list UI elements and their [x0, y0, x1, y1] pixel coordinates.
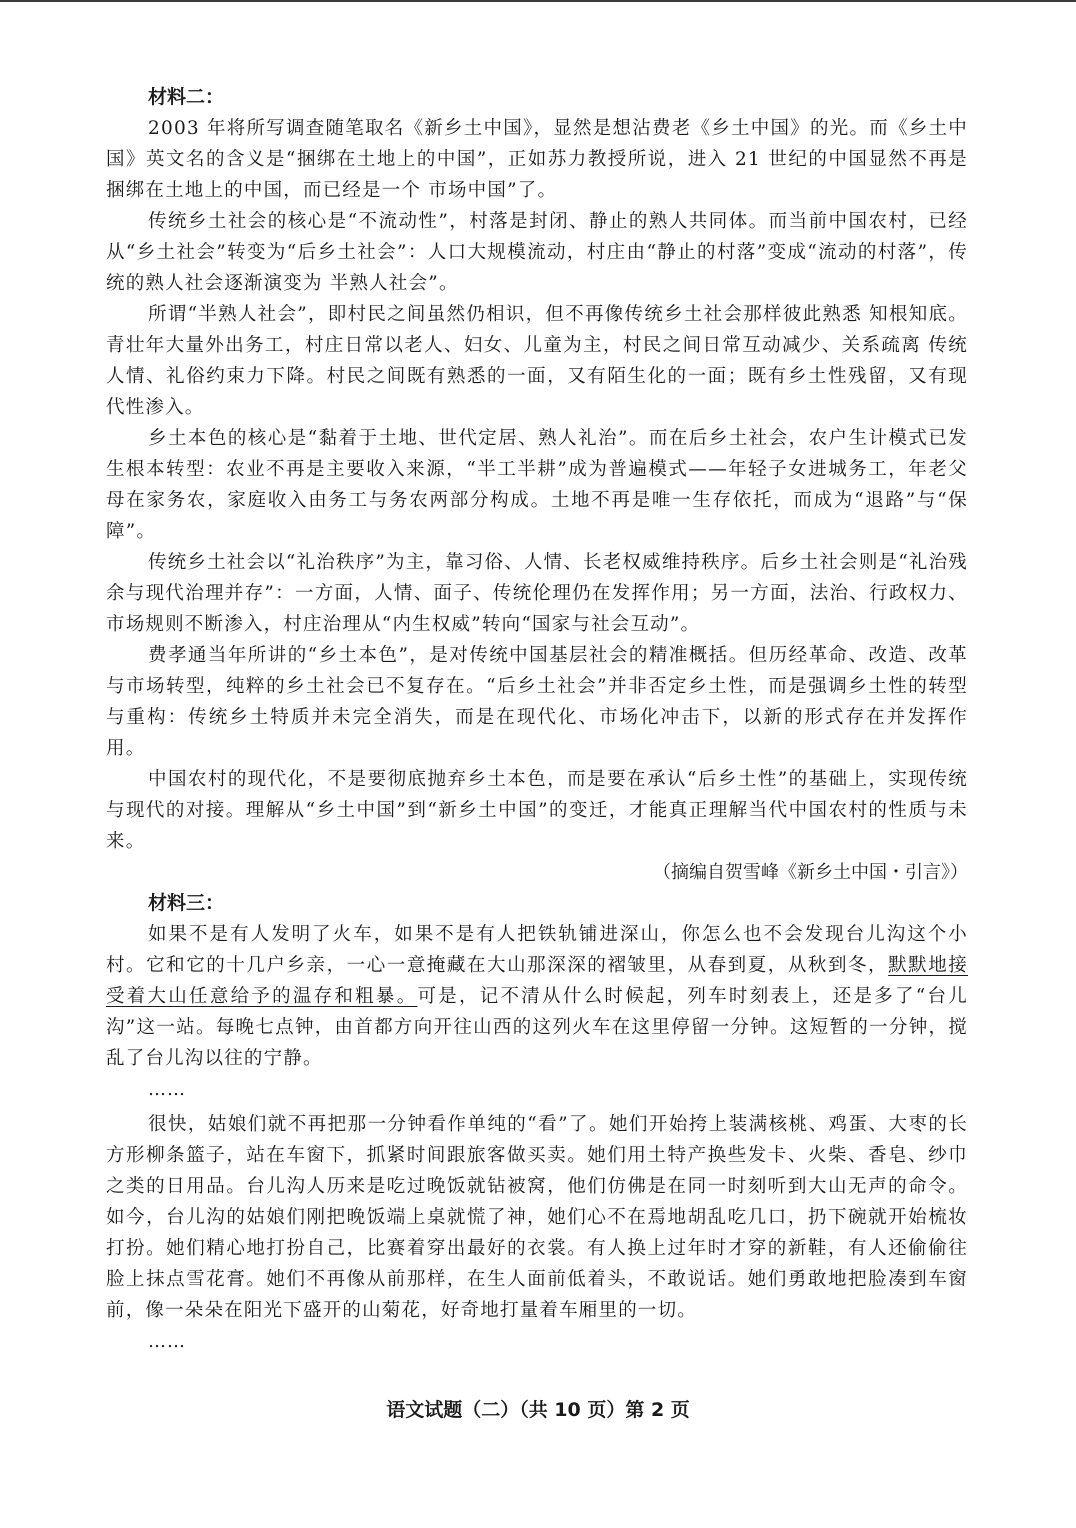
material-three-underlined-sentence: 默默地接受着大山任意给予的温存和粗暴。	[106, 955, 968, 1007]
material-two-heading: 材料二：	[148, 86, 225, 108]
material-three-paragraph-1	[106, 919, 968, 1074]
material-three-p1-text-b: 可是，记不清从什么时候起，列车时刻表上，还是多了“台儿沟”这一站。每晚七点钟，由首都方向开往山西的这列火车在这里停留一分钟。这短暂的一分钟，搅乱了台儿沟以往的宁静。	[106, 986, 968, 1069]
material-two-paragraph-3: 所谓“半熟人社会”，即村民之间虽然仍相识，但不再像传统乡土社会那样彼此熟悉 知根知底。青壮年大量外出务工，村庄日常以老人、妇女、儿童为主，村民之间日常互动减少、关系疏离 传统人情、礼俗约束力下降。村民之间既有熟悉的一面，又有陌生化的一面；既有乡土性残留，又有现代性渗入。	[106, 304, 968, 418]
material-three-heading: 材料三：	[148, 892, 225, 914]
material-three-paragraph-2: 很快，姑娘们就不再把那一分钟看作单纯的“看”了。她们开始挎上装满核桃、鸡蛋、大枣的长方形柳条篮子，站在车窗下，抓紧时间跟旅客做买卖。她们用土特产换些发卡、火柴、香皂、纱巾之类的日用品。台儿沟人历来是吃过晚饭就钻被窝，他们仿佛是在同一时刻听到大山无声的命令。如今，台儿沟的姑娘们刚把晚饭端上桌就慌了神，她们心不在焉地胡乱吃几口，扔下碗就开始梳妆打扮。她们精心地打扮自己，比赛着穿出最好的衣裳。有人换上过年时才穿的新鞋，有人还偷偷往脸上抹点雪花膏。她们不再像从前那样，在生人面前低着头，不敢说话。她们勇敢地把脸凑到车窗前，像一朵朵在阳光下盛开的山菊花，好奇地打量着车厢里的一切。	[106, 1114, 968, 1321]
material-two-source-citation: （摘编自贺雪峰《新乡土中国・引言》）	[653, 862, 968, 883]
material-two-paragraph-6: 费孝通当年所讲的“乡土本色”，是对传统中国基层社会的精准概括。但历经革命、改造、改革与市场转型，纯粹的乡土社会已不复存在。“后乡土社会”并非否定乡土性，而是强调乡土性的转型与重构：传统乡土特质并未完全消失，而是在现代化、市场化冲击下，以新的形式存在并发挥作用。	[106, 645, 968, 759]
material-two-paragraph-5: 传统乡土社会以“礼治秩序”为主，靠习俗、人情、长老权威维持秩序。后乡土社会则是“礼治残余与现代治理并存”：一方面，人情、面子、传统伦理仍在发挥作用；另一方面，法治、行政权力、市场规则不断渗入，村庄治理从“内生权威”转向“国家与社会互动”。	[106, 552, 968, 635]
material-three-ellipsis-1: ……	[148, 1079, 186, 1100]
material-two-paragraph-1: 2003 年将所写调查随笔取名《新乡土中国》，显然是想沾费老《乡土中国》的光。而《乡土中国》英文名的含义是“捆绑在土地上的中国”，正如苏力教授所说，进入 21 世纪的中国显然不再是捆绑在土地上的中国，而已经是一个 市场中国”了。	[106, 118, 968, 201]
page-footer: 语文试题（二）（共 10 页）第 2 页	[386, 1399, 690, 1421]
material-three-p1-text-a: 如果不是有人发明了火车，如果不是有人把铁轨铺进深山，你怎么也不会发现台儿沟这个小村。它和它的十几户乡亲，一心一意掩藏在大山那深深的褶皱里，从春到夏，从秋到冬，	[106, 924, 968, 976]
material-two-paragraph-4: 乡土本色的核心是“黏着于土地、世代定居、熟人礼治”。而在后乡土社会，农户生计模式已发生根本转型：农业不再是主要收入来源，“半工半耕”成为普遍模式——年轻子女进城务工，年老父母在家务农，家庭收入由务工与务农两部分构成。土地不再是唯一生存依托，而成为“退路”与“保障”。	[106, 428, 968, 542]
material-three-ellipsis-2: ……	[148, 1331, 186, 1352]
material-two-paragraph-2: 传统乡土社会的核心是“不流动性”，村落是封闭、静止的熟人共同体。而当前中国农村，已经从“乡土社会”转变为“后乡土社会”：人口大规模流动，村庄由“静止的村落”变成“流动的村落”，传统的熟人社会逐渐演变为 半熟人社会”。	[106, 211, 968, 294]
page-top-edge	[0, 0, 1076, 2]
material-two-paragraph-7: 中国农村的现代化，不是要彻底抛弃乡土本色，而是要在承认“后乡土性”的基础上，实现传统与现代的对接。理解从“乡土中国”到“新乡土中国”的变迁，才能真正理解当代中国农村的性质与未来。	[106, 769, 968, 852]
document-page	[106, 82, 968, 1357]
